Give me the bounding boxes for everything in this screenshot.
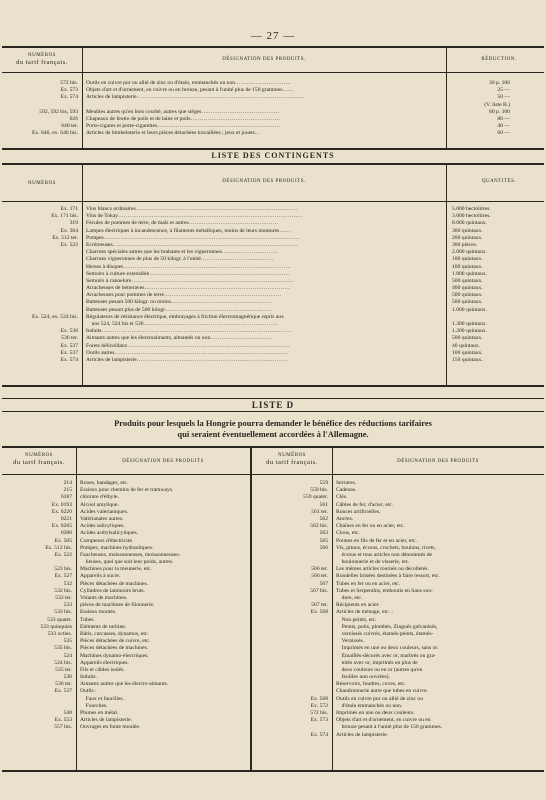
product-designation: Récipients en acier. [336, 602, 380, 609]
product-designation [86, 102, 444, 109]
product-designation: Outils en cuivre pur ou allié de zinc ou d'étain, emmanchés ou non………………………… [86, 80, 291, 86]
product-designation: Bâtis, carcasses, dynamos, etc. [80, 630, 149, 637]
tariff-number [254, 617, 328, 624]
tariff-number: 557 bis. [54, 724, 72, 731]
product-designation: Batteuses pesant plus de 500 kilogr………………………………………………… [86, 306, 272, 313]
top-header-designation: DÉSIGNATION DES PRODUITS. [222, 57, 306, 62]
quantity-value: 200 quintaux. [452, 234, 483, 241]
product-designation: Pièces détachées de machines. [80, 645, 149, 652]
quantity-value: 1.300 quintaux. [452, 321, 487, 327]
tariff-number: 523 bis. [54, 566, 72, 573]
tariff-number: Ex. 0265 [51, 523, 72, 530]
tariff-number: 567 ter. [311, 602, 328, 609]
tariff-number: 548 [63, 710, 72, 716]
tariff-number: 6187 [60, 494, 72, 501]
product-designation: lieuses, quel que soit leur poids, autres. [80, 559, 174, 566]
tariff-number: 559 quater. [303, 494, 328, 501]
product-designation: Pièces détachées de machines. [80, 580, 149, 587]
quantity-value: 2.000 quintaux. [452, 249, 487, 256]
liste-d-subtitle-1: Produits pour lesquels la Hongrie pourra demander le bénéfice des réductions tarifaires [114, 418, 432, 428]
tariff-number: 626 [69, 115, 78, 122]
tariff-number: 572 bis. [310, 710, 328, 716]
tariff-number: 532 ter. [55, 595, 72, 601]
reduction-value: 80 p. 100 [489, 108, 510, 115]
reduction-value: 50 — [497, 94, 510, 101]
liste-d-left-num-col [4, 480, 72, 732]
tariff-number: 562 [319, 515, 328, 522]
quantity-value: 5.000 hectolitres. [452, 206, 491, 212]
liste-d-rule-bottom [2, 770, 544, 772]
product-designation: Acides acétylsalicyliques. [80, 530, 139, 537]
product-designation: Rondelles brisées destinées à faire ressort, etc. [336, 573, 440, 580]
tariff-number [4, 271, 78, 278]
product-designation: Vis, pitons, écrous, crochets, boulons, rivets, [336, 544, 436, 551]
tariff-number: 567 bis. [310, 587, 328, 594]
tariff-number [4, 703, 72, 710]
tariff-number: 532 [63, 580, 72, 587]
quantity-value: 100 quintaux. [452, 256, 483, 263]
product-designation: Clous, etc. [336, 530, 360, 537]
product-designation: Forets hélicoïdaux…………………………………………………………………………… [86, 342, 290, 349]
page-number: — 27 — [250, 30, 296, 42]
contingents-qty-col [452, 206, 542, 364]
product-designation: Aimants autres que les électroaimants, aimantés ou non…………………………… [86, 335, 272, 342]
product-designation: Pompes, machines hydrauliques. [80, 544, 154, 551]
tariff-number: Ex. 512 bis. [45, 544, 72, 551]
tariff-number: 0221 [60, 515, 72, 522]
tariff-number: Ex. 171 [60, 206, 78, 212]
product-designation: Imprimés en une ou deux couleurs, sans or. [336, 645, 439, 652]
tariff-number [254, 667, 328, 674]
tariff-number [254, 688, 328, 695]
quantity-value: 500 quintaux. [452, 292, 483, 299]
tariff-number: Ex. 553 [54, 717, 72, 724]
reduction-value: 25 — [497, 87, 510, 94]
tariff-number [254, 559, 328, 566]
tariff-number: 592, 592 bis, 593 [39, 108, 78, 115]
quantity-value: 1.200 quintaux. [452, 328, 487, 335]
contingents-header-designation: DÉSIGNATION DES PRODUITS. [222, 179, 306, 184]
tariff-number: Ex. 0193 [51, 501, 72, 508]
reduction-value: 40 — [497, 123, 510, 130]
tariff-number: Ex. 568 [310, 695, 328, 702]
product-designation: Essieux pour chemins de fer et tramways. [80, 487, 174, 494]
tariff-number [254, 631, 328, 638]
tariff-number [4, 559, 72, 566]
tariff-number: Ex. 527 [54, 573, 72, 580]
product-designation: Aimants autres que les électro-aimants. [80, 681, 169, 688]
liste-d-subtitle-2: qui seraient éventuellement accordées à l'Allemagne. [177, 429, 369, 439]
tariff-number: 536 [63, 674, 72, 681]
contingents-header-rule [2, 201, 544, 202]
tariff-number [4, 307, 78, 314]
product-designation: Ronces artificielles. [336, 508, 381, 515]
product-designation: Valérianates autres. [80, 515, 124, 522]
product-designation: Chapeaux de feutre de poils et de laine et poils………………………………………… [86, 115, 281, 122]
liste-d-header-rule [2, 474, 544, 475]
product-designation: Peints, polis, plombés, Zingués galvanisés, [336, 623, 438, 630]
tariff-number: 532 bis. [54, 587, 72, 594]
product-designation: Induits………………………………………………………………………………………… [86, 328, 292, 335]
tariff-number [254, 724, 328, 731]
tariff-number: Ex. 572 [310, 702, 328, 709]
product-designation: Charrues spéciales autres que les brabants et les vigneronnes………………………… [86, 249, 278, 256]
product-designation: Chaudronnerie autre que tubes en cuivre. [336, 688, 428, 695]
product-designation: Batteuses pesant 500 kilogr. ou moins……………………………………………… [86, 299, 272, 306]
product-designation: Écrémeuses……………………………………………………………………………………… [86, 241, 298, 248]
quantity-value: 40 quintaux. [452, 342, 480, 349]
tariff-number: 214 [63, 480, 72, 486]
tariff-number: Ex. 537 [60, 342, 78, 349]
product-designation: Cylindres de laminoirs bruts. [80, 587, 145, 594]
product-designation: Essieux montés. [80, 609, 117, 616]
liste-d-left-header-numeros: NUMÉROS du tarif français. [13, 453, 65, 466]
product-designation: Tubes. [80, 616, 95, 623]
liste-d-right-header-designation: DÉSIGNATION DES PRODUITS [397, 459, 479, 464]
product-designation: pièces de machines de filonnerie. [80, 602, 155, 609]
product-designation: Ancres. [336, 515, 354, 522]
tariff-number [4, 278, 78, 285]
product-designation: Fils et câbles isolés. [80, 666, 125, 673]
product-designation: deux couleurs ou en or (autres qu'en [336, 666, 423, 673]
top-table-rule-bottom [2, 148, 544, 150]
product-designation: Pompes…………………………………………………………………………………………… [86, 234, 300, 241]
tariff-number: Ex. 573 [60, 87, 78, 94]
tariff-number: 562 bis. [310, 523, 328, 530]
quantity-value [452, 314, 542, 321]
product-designation: Faucheuses, moissonneuses, moissonneuses- [80, 551, 181, 558]
product-designation: Outils autres………………………………………………………………………………… [86, 349, 288, 356]
tariff-number [4, 292, 78, 299]
quantity-value: 1.000 quintaux. [452, 306, 487, 313]
product-designation: Machines dynamo-électriques. [80, 652, 149, 659]
quantity-value: 100 quintaux. [452, 349, 483, 356]
product-designation: nités avec or, imprimés en plus de [336, 659, 418, 666]
product-designation: vernissés cuivrés, étamés-peints, étamés- [336, 630, 434, 637]
tariff-number [254, 624, 328, 631]
product-designation: Compteurs d'électricité. [80, 537, 134, 544]
liste-d-title: LISTE D [251, 400, 295, 410]
product-designation: Volants de machines. [80, 595, 128, 601]
product-designation: Appareils à sucre. [80, 573, 121, 580]
product-designation: Outils en cuivre pur ou allié de zinc ou [336, 695, 423, 702]
product-designation: boulonnerie et de visserie, etc. [336, 559, 410, 566]
tariff-number [254, 595, 328, 602]
reduction-value: 80 — [497, 115, 510, 122]
product-designation: Articles de lampisterie. [80, 717, 133, 724]
reduction-value: 60 — [497, 130, 510, 137]
quantity-value: 500 quintaux. [452, 299, 483, 306]
top-table-header-rule [2, 72, 544, 73]
tariff-number [4, 264, 78, 271]
product-designation: Régulateurs de résistance électrique, embrayages à friction électromagnétique repris aux [86, 313, 284, 320]
tariff-number: 524 bis. [54, 659, 72, 666]
tariff-number: 572 bis. [60, 80, 78, 86]
tariff-number: 640 ter. [61, 123, 78, 130]
top-header-numeros: NUMÉROS du tarif français. [16, 53, 68, 66]
tariff-number [4, 256, 78, 263]
product-designation: Articles de lampisterie……………………………………………………………………… [86, 356, 288, 363]
product-designation: Arracheuses de betteraves…………………………………………………………………… [86, 285, 290, 292]
tariff-number: Ex. 536 [60, 328, 78, 335]
tariff-number: 566 [319, 544, 328, 551]
tariff-number [4, 102, 78, 109]
product-designation: Pièces détachées de cuivre, etc. [80, 638, 151, 645]
product-designation: bronze pesant à l'unité plus de 150 grammes. [336, 724, 443, 731]
quantity-value: 300 pièces. [452, 241, 478, 248]
top-header-reduction: RÉDUCTION. [481, 57, 517, 62]
product-designation: feuilles non ouvrées). [336, 674, 390, 681]
product-designation: Cadenas. [336, 487, 357, 494]
tariff-number: Ex. 522 [54, 551, 72, 558]
product-designation: Plumes en métal. [80, 710, 119, 716]
product-designation: Fécules de pommes de terre, de maïs et autres………………………………………… [86, 220, 279, 227]
product-designation: Non peints, etc. [336, 616, 377, 623]
product-designation: Acides valérianiques. [80, 508, 129, 515]
quantity-value: 8.000 quintaux. [452, 220, 487, 227]
product-designation: Acides salicyliques. [80, 523, 125, 530]
product-designation: Éléments de turbine. [80, 623, 127, 630]
product-designation: Émaillés-décorés avec or, marbrés ou gra- [336, 652, 436, 659]
tariff-number: 535 ter. [55, 666, 72, 673]
tariff-number: Ex. 568 [310, 609, 328, 616]
tariff-number: 533 quinquies [40, 623, 72, 630]
tariff-number: 533 bis. [54, 609, 72, 616]
tariff-number: 533 octies. [47, 630, 72, 637]
tariff-number: 533 [63, 602, 72, 609]
tariff-number: Ex. 512 ter. [52, 234, 78, 241]
tariff-number: Ex. 573 [310, 717, 328, 724]
contingents-rule-bottom [2, 385, 544, 387]
product-designation: Faux et faucilles. [80, 695, 124, 702]
tariff-number [254, 653, 328, 660]
tariff-number [254, 674, 328, 681]
product-designation: Outils : [80, 688, 97, 695]
product-designation: Articles de ménage, etc. : [336, 609, 393, 616]
tariff-number: Ex. 0220 [51, 508, 72, 515]
product-designation: Pointes en fils de fer et en acier, etc. [336, 537, 417, 544]
tariff-number: 535 bis. [54, 645, 72, 652]
product-designation: Imprimés en une ou deux couleurs. [336, 710, 415, 716]
tariff-number [4, 249, 78, 256]
tariff-number: 566 ter. [311, 566, 328, 573]
tariff-number: Ex. 537 [54, 688, 72, 695]
product-designation: nos 524, 524 bis et 536……………………………………………………………… [86, 321, 278, 327]
product-designation: Lampes électriques à incandescence, à filaments métalliques, moins de leurs montures…… [86, 227, 291, 234]
product-designation: d'étain emmanchés ou non. [336, 702, 403, 709]
quantity-value: 3.000 hectolitres. [452, 213, 491, 220]
tariff-number: 536 ter. [55, 681, 72, 688]
contingents-rule-top [2, 163, 544, 165]
tariff-number [254, 645, 328, 652]
tariff-number [254, 660, 328, 667]
tariff-number: 559 [319, 480, 328, 486]
product-designation: Vins de Tokay……………………………………………………………………………………… [86, 213, 303, 220]
tariff-number: Ex. 574 [60, 94, 78, 101]
tariff-number: 559 bis. [310, 487, 328, 494]
product-designation: Câbles de fer, d'acier, etc. [336, 501, 394, 508]
tariff-number: 536 ter. [61, 335, 78, 342]
product-designation: Tubes et Serpentins, emboutis en Sans sou- [336, 587, 433, 594]
tariff-number [4, 696, 72, 703]
tariff-number: 535 [63, 638, 72, 645]
tariff-number: Ex. 364 [60, 227, 78, 234]
contingents-header-quantites: QUANTITÉS. [481, 179, 517, 184]
tariff-number [4, 299, 78, 306]
liste-d-right-desc-col [336, 480, 542, 739]
contingents-header-numeros: NUMÉROS [28, 181, 56, 186]
quantity-value: 150 quintaux. [452, 356, 483, 363]
product-designation: Clés. [336, 494, 348, 501]
quantity-value: 1.800 quintaux. [452, 270, 487, 277]
product-designation: Semoirs à cannelure…………………………………………………………………………… [86, 277, 294, 284]
product-designation: Chaînes en fer ou en acier, etc. [336, 523, 405, 530]
tariff-number: 566 ter. [311, 573, 328, 580]
product-designation: chlorure d'éthyle. [80, 494, 119, 501]
contingents-title: LISTE DES CONTINGENTS [211, 151, 335, 160]
quantity-value: 500 quintaux. [452, 335, 483, 342]
liste-d-rule-top [2, 446, 544, 448]
product-designation: Meubles autres qu'en bois courbé, autres que sièges…………………………………… [86, 108, 280, 115]
contingents-num-col [4, 206, 78, 364]
product-designation: Articles de bimbeloterie et leurs pièces détachées travaillées ; jeux et jouets… [86, 130, 261, 137]
liste-d-left-header-designation: DÉSIGNATION DES PRODUITS [122, 459, 204, 464]
tariff-number: Ex. 522 [60, 241, 78, 248]
tariff-number: 561 ter. [311, 508, 328, 515]
product-designation: Objets d'art et d'ornement, en cuivre ou en bronze, pesant à l'unité plus de 150 grammes…… [86, 87, 294, 94]
reduction-value: 30 p. 100 [489, 80, 510, 86]
liste-d-right-header-numeros: NUMÉROS du tarif français. [266, 453, 318, 466]
tariff-number [4, 285, 78, 292]
top-table-red-col [448, 80, 510, 138]
product-designation: Semoirs à culture extensible………………………………………………………………… [86, 270, 290, 277]
tariff-number: 567 [319, 580, 328, 587]
quantity-value: 500 quintaux. [452, 277, 483, 284]
product-designation: Ouvrages en fonte moulée. [80, 724, 141, 731]
liste-d-left-desc-col [80, 480, 248, 732]
contingents-desc-col [86, 206, 444, 364]
tariff-number: 533 quater. [47, 616, 72, 623]
product-designation: Articles de lampisterie……………………………………………………………………………… [86, 94, 305, 101]
tariff-number: Ex. 505 [54, 537, 72, 544]
product-designation: Machines pour la meunerie, etc. [80, 566, 152, 573]
quantity-value: 100 quintaux. [452, 263, 483, 270]
tariff-number: 319 [69, 220, 78, 227]
tariff-number: Ex. 646, ex. 646 bis. [32, 130, 78, 137]
tariff-number: 524 [63, 652, 72, 659]
product-designation: Serrures. [336, 480, 357, 486]
product-designation: Alcool amylique. [80, 501, 119, 508]
tariff-number: Ex. 574 [310, 731, 328, 738]
tariff-number: 0286 [60, 530, 72, 537]
tariff-number: 561 [319, 501, 328, 508]
product-designation: Vins blancs ordinaires…………………………………………………………………………… [86, 206, 298, 212]
product-designation: Les mêmes articles tournés ou décolletés. [336, 566, 429, 573]
quantity-value: 400 quintaux. [452, 285, 483, 292]
top-table-rule-top [2, 46, 544, 48]
top-table-desc-col [86, 80, 444, 138]
product-designation: Roues, bandages, etc. [80, 480, 129, 486]
product-designation: Objets d'art et d'ornement, en cuivre ou en [336, 717, 431, 724]
reduction-value: (V. liste B.) [484, 101, 510, 108]
tariff-number [4, 321, 78, 328]
product-designation: écrous et tous articles non dénommés de [336, 551, 433, 558]
product-designation: Charrues vigneronnes de plus de 50 kilogr. à l'unité………………………………… [86, 256, 274, 263]
tariff-number: 563 [319, 530, 328, 537]
quantity-value: 300 quintaux. [452, 227, 483, 234]
tariff-number: Ex. 574 [60, 356, 78, 363]
product-designation: Herses à disques……………………………………………………………………………… [86, 263, 292, 270]
tariff-number: 215 [63, 487, 72, 494]
product-designation: Tubes en fer ou en acier, etc. [336, 580, 401, 587]
tariff-number [254, 552, 328, 559]
liste-d-right-num-col [254, 480, 328, 739]
product-designation: dure, etc. [336, 595, 363, 601]
product-designation: Vernissés. [336, 638, 365, 645]
tariff-number: Ex. 537 [60, 349, 78, 356]
tariff-number: Ex. 171 bis. [51, 213, 78, 220]
tariff-number [254, 681, 328, 688]
product-designation: Appareils électriques. [80, 659, 129, 666]
product-designation: Arracheuses pour pommes de terre……………………………………………………… [86, 292, 282, 299]
tariff-number [254, 638, 328, 645]
tariff-number: Ex. 524, ex. 524 bis. [32, 313, 78, 320]
product-designation: Induits. [80, 674, 97, 681]
product-designation: Porte-cigares et porte-cigarettes………………………………………………………… [86, 123, 281, 130]
product-designation: Articles de lampisterie. [336, 731, 389, 738]
top-table-num-col [4, 80, 78, 138]
tariff-number: 565 [319, 537, 328, 544]
product-designation: Réservoirs, foudres, cuves, etc. [336, 681, 406, 688]
product-designation: Fourches. [80, 702, 108, 709]
